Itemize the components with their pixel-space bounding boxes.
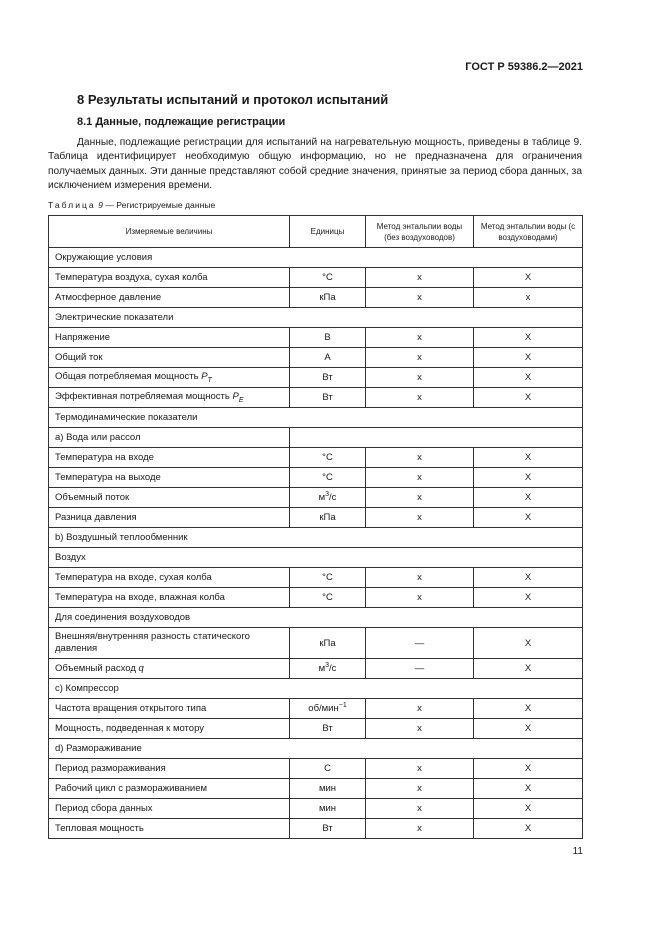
method-ducts-cell: X — [474, 759, 583, 779]
quantity-cell — [49, 288, 290, 308]
table-row — [49, 368, 583, 388]
quantity-cell — [49, 508, 290, 528]
table-row — [49, 699, 583, 719]
method-no-ducts-cell: x — [366, 348, 474, 368]
section-label-cell: Для соединения воздуховодов — [49, 608, 583, 628]
unit-cell — [290, 468, 366, 488]
section-label-cell: а) Вода или рассол — [49, 428, 290, 448]
quantity-cell — [49, 468, 290, 488]
section-label-cell: Воздух — [49, 548, 583, 568]
unit-cell — [290, 488, 366, 508]
table-row — [49, 659, 583, 679]
method-no-ducts-cell: — — [366, 628, 474, 659]
unit-label: °C — [322, 472, 333, 483]
quantity-label: Период размораживания — [55, 763, 166, 774]
section-label-cell: Термодинамические показатели — [49, 408, 583, 428]
method-no-ducts-cell: x — [366, 568, 474, 588]
table-row — [49, 508, 583, 528]
table-row — [49, 308, 583, 328]
section-title: 8 Результаты испытаний и протокол испытаний — [77, 92, 389, 107]
unit-cell — [290, 659, 366, 679]
quantity-label: Мощность, подведенная к мотору — [55, 723, 204, 734]
table-row — [49, 468, 583, 488]
method-ducts-cell: X — [474, 468, 583, 488]
method-no-ducts-cell: x — [366, 288, 474, 308]
unit-label: м — [318, 492, 326, 504]
unit-label: °C — [322, 572, 333, 583]
unit-label: кПа — [319, 292, 336, 303]
table-row — [49, 568, 583, 588]
table-row — [49, 488, 583, 508]
quantity-label: Период сбора данных — [55, 803, 153, 814]
method-ducts-cell: x — [474, 288, 583, 308]
method-no-ducts-cell: x — [366, 368, 474, 388]
method-no-ducts-cell: x — [366, 779, 474, 799]
quantity-cell — [49, 628, 290, 659]
variable-symbol: P — [201, 371, 208, 383]
method-no-ducts-cell: x — [366, 468, 474, 488]
method-ducts-cell: X — [474, 268, 583, 288]
unit-label: А — [324, 352, 331, 363]
unit-cell — [290, 388, 366, 408]
empty-cell — [290, 428, 583, 448]
table-row — [49, 248, 583, 268]
unit-label: Вт — [322, 372, 333, 383]
quantity-cell — [49, 268, 290, 288]
quantity-cell — [49, 719, 290, 739]
unit-cell — [290, 368, 366, 388]
unit-label: м — [318, 663, 326, 675]
unit-label: об/мин — [308, 703, 339, 715]
table-body — [49, 248, 583, 839]
variable-symbol: P — [232, 391, 239, 403]
unit-label: Вт — [322, 723, 333, 734]
method-ducts-cell: X — [474, 628, 583, 659]
unit-cell — [290, 628, 366, 659]
variable-symbol: q — [138, 663, 144, 674]
quantity-label: Объемный расход q — [55, 663, 144, 674]
method-no-ducts-cell: x — [366, 699, 474, 719]
unit-label: °C — [322, 272, 333, 283]
quantity-label: Общая потребляемая мощность P — [55, 371, 208, 383]
quantity-label: Рабочий цикл с размораживанием — [55, 783, 208, 794]
method-no-ducts-cell: x — [366, 588, 474, 608]
method-ducts-cell: X — [474, 328, 583, 348]
quantity-label: Температура на выходе — [55, 472, 161, 483]
unit-superscript: 3 — [325, 491, 330, 499]
unit-cell — [290, 288, 366, 308]
unit-cell — [290, 348, 366, 368]
unit-superscript: −1 — [338, 702, 347, 710]
table-row — [49, 739, 583, 759]
table-row — [49, 408, 583, 428]
quantity-label: Температура на входе, сухая колба — [55, 572, 212, 583]
table-row — [49, 288, 583, 308]
subsection-title: 8.1 Данные, подлежащие регистрации — [77, 116, 286, 128]
unit-label: °C — [322, 592, 333, 603]
unit-cell — [290, 699, 366, 719]
unit-label: Вт — [322, 392, 333, 403]
method-no-ducts-cell: x — [366, 508, 474, 528]
quantity-subscript: E — [238, 396, 244, 404]
table-row — [49, 719, 583, 739]
table-caption — [48, 200, 215, 210]
header-quantity: Измеряемые величины — [49, 216, 290, 248]
method-no-ducts-cell: x — [366, 759, 474, 779]
quantity-label: Температура воздуха, сухая колба — [55, 272, 208, 283]
page-number: 11 — [572, 846, 583, 857]
section-label-cell: b) Воздушный теплообменник — [49, 528, 583, 548]
quantity-label: Внешняя/внутренняя разность статического давления — [55, 631, 250, 654]
quantity-label: Объемный поток — [55, 492, 130, 503]
quantity-cell — [49, 659, 290, 679]
quantity-cell — [49, 819, 290, 839]
quantity-label: Температура на входе, влажная колба — [55, 592, 225, 603]
table-row — [49, 268, 583, 288]
quantity-label: Частота вращения открытого типа — [55, 703, 207, 714]
unit-cell — [290, 328, 366, 348]
table-caption-text: — Регистрируемые данные — [102, 200, 216, 210]
unit-cell — [290, 588, 366, 608]
quantity-label: Напряжение — [55, 332, 111, 343]
quantity-cell — [49, 368, 290, 388]
unit-label: мин — [318, 803, 337, 814]
quantity-cell — [49, 328, 290, 348]
table-row — [49, 819, 583, 839]
method-no-ducts-cell: x — [366, 819, 474, 839]
quantity-label: Температура на входе — [55, 452, 154, 463]
method-ducts-cell: X — [474, 819, 583, 839]
header-method-ducts: Метод энтальпии воды (с воздуховодами) — [474, 216, 583, 248]
unit-cell — [290, 268, 366, 288]
table-row — [49, 388, 583, 408]
table-row — [49, 548, 583, 568]
method-ducts-cell: X — [474, 779, 583, 799]
unit-label: С — [324, 763, 331, 774]
method-ducts-cell: X — [474, 508, 583, 528]
method-no-ducts-cell: — — [366, 659, 474, 679]
table-row — [49, 448, 583, 468]
unit-label: кПа — [319, 637, 336, 649]
table-row — [49, 779, 583, 799]
body-paragraph: Данные, подлежащие регистрации для испытаний на нагревательную мощность, приведены в таблице 9. Таблица идентифицирует необходимую общую информацию, но не предназначена для ограничения получаемых данных. Эти данные представляют собой средние значения, принятые за период сбора данных, за исключением измерения времени. — [48, 137, 582, 192]
unit-cell — [290, 799, 366, 819]
unit-label: Вт — [322, 823, 333, 834]
header-units: Единицы — [290, 216, 366, 248]
table-row — [49, 799, 583, 819]
unit-label: кПа — [319, 512, 336, 523]
table-row — [49, 588, 583, 608]
unit-cell — [290, 568, 366, 588]
unit-label: В — [324, 332, 331, 343]
table-header-row — [49, 216, 583, 248]
method-ducts-cell: X — [474, 588, 583, 608]
method-ducts-cell: X — [474, 659, 583, 679]
unit-cell — [290, 719, 366, 739]
table-row — [49, 528, 583, 548]
document-code: ГОСТ Р 59386.2—2021 — [465, 61, 583, 73]
quantity-cell — [49, 448, 290, 468]
unit-superscript: 3 — [325, 662, 330, 670]
method-ducts-cell: X — [474, 368, 583, 388]
method-ducts-cell: X — [474, 699, 583, 719]
method-no-ducts-cell: x — [366, 448, 474, 468]
quantity-subscript: T — [207, 376, 212, 384]
quantity-cell — [49, 388, 290, 408]
table-row — [49, 608, 583, 628]
table-row — [49, 428, 583, 448]
quantity-cell — [49, 488, 290, 508]
method-ducts-cell: X — [474, 348, 583, 368]
quantity-cell — [49, 348, 290, 368]
table-row — [49, 759, 583, 779]
section-label-cell: d) Размораживание — [49, 739, 583, 759]
quantity-cell — [49, 588, 290, 608]
method-ducts-cell: X — [474, 568, 583, 588]
table-caption-number: 9 — [98, 200, 103, 210]
table-row — [49, 628, 583, 659]
method-no-ducts-cell: x — [366, 388, 474, 408]
method-ducts-cell: X — [474, 488, 583, 508]
quantity-label: Общий ток — [55, 352, 103, 363]
table-row — [49, 348, 583, 368]
method-no-ducts-cell: x — [366, 799, 474, 819]
quantity-label: Атмосферное давление — [55, 292, 162, 303]
quantity-cell — [49, 568, 290, 588]
unit-tail: /с — [329, 663, 337, 675]
method-no-ducts-cell: x — [366, 268, 474, 288]
quantity-cell — [49, 799, 290, 819]
unit-cell — [290, 779, 366, 799]
quantity-cell — [49, 759, 290, 779]
table-caption-prefix: Таблица — [48, 200, 96, 210]
unit-tail: /с — [329, 492, 337, 504]
method-ducts-cell: X — [474, 388, 583, 408]
method-ducts-cell: X — [474, 719, 583, 739]
unit-label: °C — [322, 452, 333, 463]
unit-cell — [290, 508, 366, 528]
table-row — [49, 679, 583, 699]
method-no-ducts-cell: x — [366, 328, 474, 348]
section-label-cell: Электрические показатели — [49, 308, 583, 328]
method-ducts-cell: X — [474, 799, 583, 819]
quantity-cell — [49, 699, 290, 719]
quantity-label: Разница давления — [55, 512, 137, 523]
method-no-ducts-cell: x — [366, 488, 474, 508]
unit-cell — [290, 759, 366, 779]
unit-label: мин — [318, 783, 337, 794]
section-label-cell: с) Компрессор — [49, 679, 583, 699]
quantity-label: Эффективная потребляемая мощность P — [55, 391, 239, 403]
unit-cell — [290, 819, 366, 839]
quantity-cell — [49, 779, 290, 799]
quantity-label: Тепловая мощность — [55, 823, 144, 834]
header-method-no-ducts: Метод энтальпии воды (без воздуховодов) — [366, 216, 474, 248]
table-row — [49, 328, 583, 348]
unit-cell — [290, 448, 366, 468]
registered-data-table — [48, 215, 583, 839]
method-ducts-cell: X — [474, 448, 583, 468]
section-label-cell: Окружающие условия — [49, 248, 583, 268]
method-no-ducts-cell: x — [366, 719, 474, 739]
